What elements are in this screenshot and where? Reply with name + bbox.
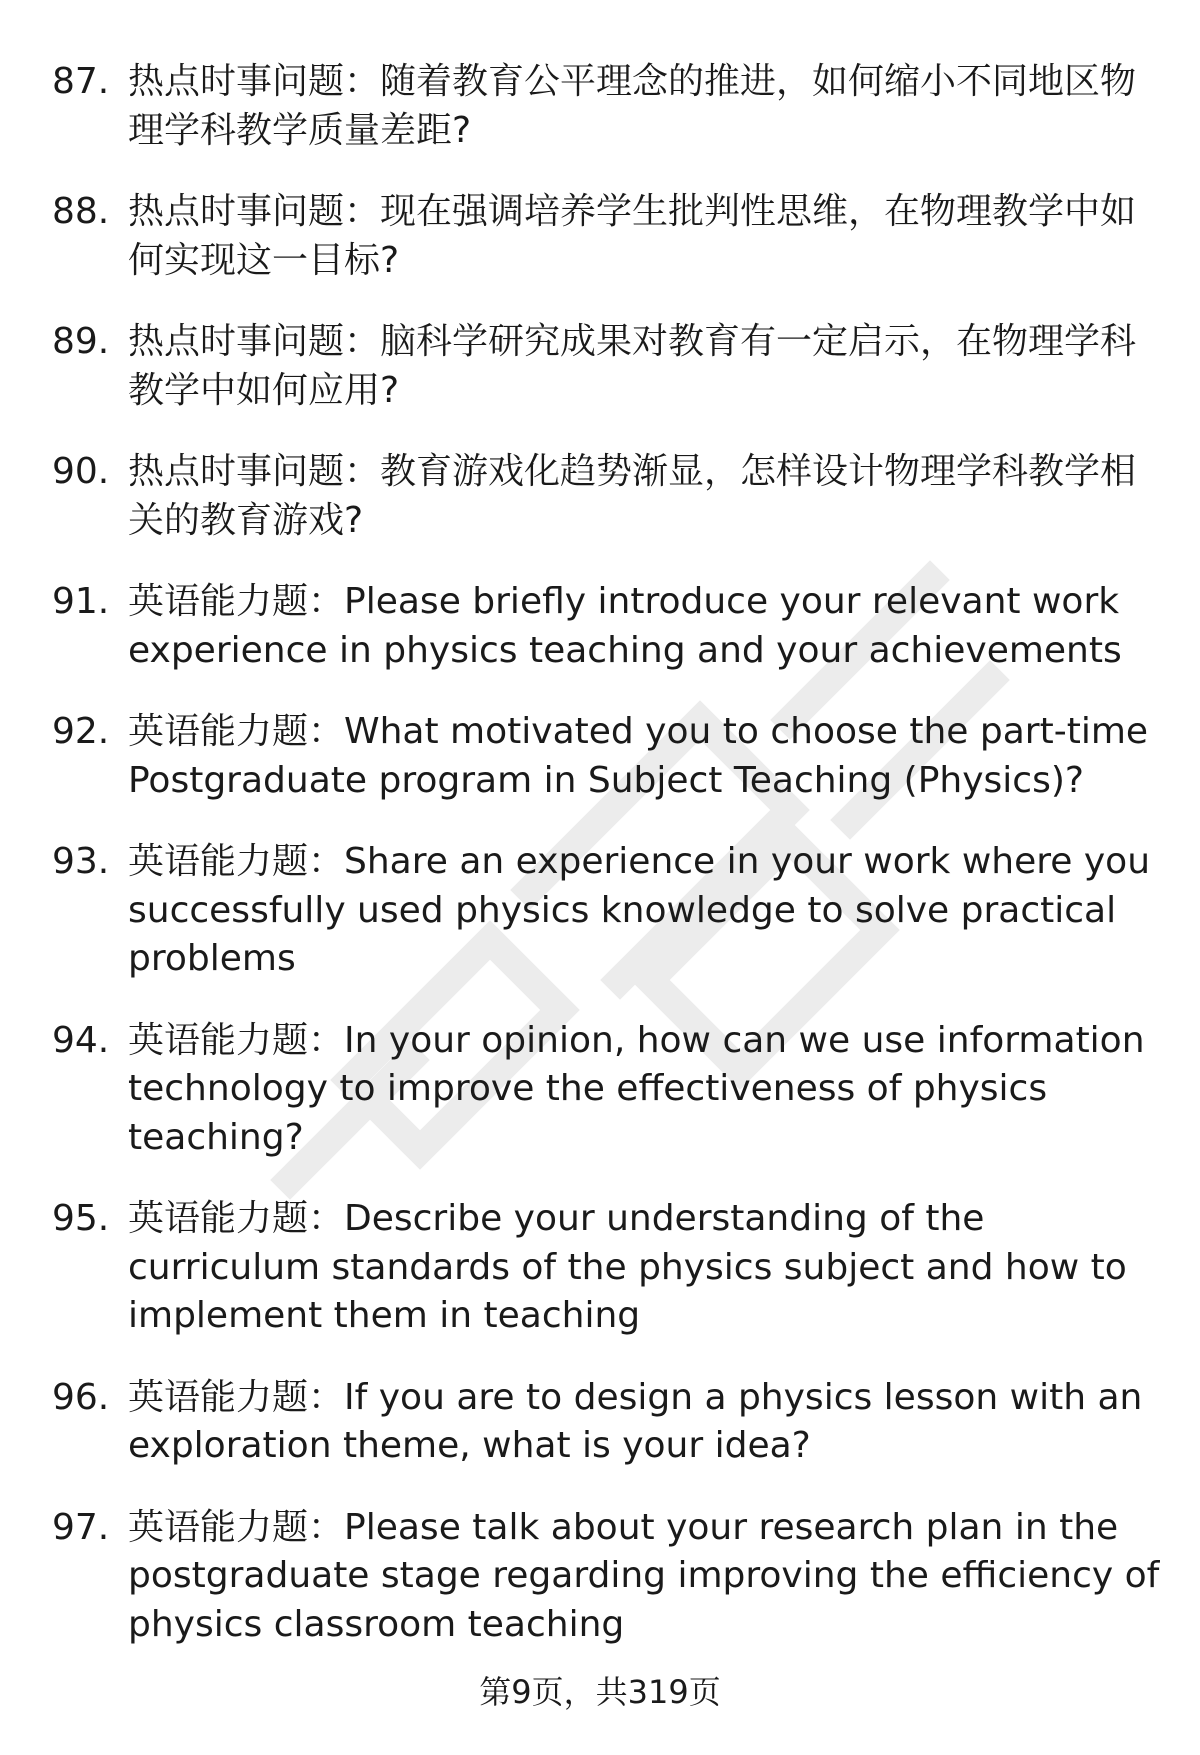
question-text <box>128 1504 1162 1650</box>
question-body: What motivated you to choose the part-time Postgraduate program in Subject Teaching (Physics)? <box>128 711 1149 801</box>
list-item <box>52 1374 1162 1471</box>
question-body: Please briefly introduce your relevant work experience in physics teaching and your achievements <box>128 581 1122 671</box>
list-item <box>52 708 1162 805</box>
question-category: 热点时事问题： <box>128 61 381 102</box>
question-text <box>128 318 1162 415</box>
question-body: 脑科学研究成果对教育有一定启示，在物理学科教学中如何应用? <box>128 321 1137 411</box>
question-number: 97. <box>52 1506 110 1548</box>
question-text <box>128 578 1162 675</box>
question-text <box>128 58 1162 155</box>
question-text <box>128 708 1162 805</box>
list-item <box>52 188 1162 285</box>
list-item <box>52 318 1162 415</box>
question-body: Please talk about your research plan in the postgraduate stage regarding improving the efficiency of physics classroom teaching <box>128 1506 1160 1645</box>
list-item <box>52 448 1162 545</box>
question-text <box>128 1374 1162 1471</box>
question-number: 90. <box>52 451 110 492</box>
question-category: 热点时事问题： <box>128 451 381 492</box>
question-category: 英语能力题： <box>128 1376 345 1418</box>
question-category: 英语能力题： <box>128 1506 345 1548</box>
question-text <box>128 838 1162 984</box>
question-number: 92. <box>52 711 110 752</box>
question-body: Describe your understanding of the curriculum standards of the physics subject and how to implement them in teaching <box>128 1198 1127 1336</box>
question-category: 英语能力题： <box>128 841 345 882</box>
question-number: 87. <box>52 61 110 102</box>
question-list <box>52 58 1162 1682</box>
question-category: 热点时事问题： <box>128 321 381 362</box>
question-category: 英语能力题： <box>128 711 345 752</box>
question-number: 89. <box>52 321 110 362</box>
list-item <box>52 1017 1162 1163</box>
question-text <box>128 188 1162 285</box>
question-text <box>128 1195 1162 1341</box>
question-number: 88. <box>52 191 110 232</box>
question-number: 91. <box>52 581 110 622</box>
list-item <box>52 58 1162 155</box>
question-number: 96. <box>52 1376 110 1418</box>
question-number: 93. <box>52 841 110 882</box>
question-category: 热点时事问题： <box>128 191 381 232</box>
question-body: 现在强调培养学生批判性思维，在物理教学中如何实现这一目标? <box>128 191 1137 281</box>
list-item <box>52 1504 1162 1650</box>
question-category: 英语能力题： <box>128 1019 345 1061</box>
list-item <box>52 838 1162 984</box>
question-text <box>128 448 1162 545</box>
question-body: If you are to design a physics lesson with an exploration theme, what is your idea? <box>128 1376 1143 1466</box>
list-item <box>52 1195 1162 1341</box>
question-body: Share an experience in your work where you successfully used physics knowledge to solve practical problems <box>128 841 1151 979</box>
question-number: 95. <box>52 1198 110 1239</box>
question-body: In your opinion, how can we use information technology to improve the effectiveness of physics teaching? <box>128 1019 1145 1158</box>
question-category: 英语能力题： <box>128 581 345 622</box>
question-body: 教育游戏化趋势渐显，怎样设计物理学科教学相关的教育游戏? <box>128 451 1137 541</box>
question-number: 94. <box>52 1019 110 1061</box>
list-item <box>52 578 1162 675</box>
question-body: 随着教育公平理念的推进，如何缩小不同地区物理学科教学质量差距? <box>128 61 1137 151</box>
page-indicator: 第9页，共319页 <box>479 1673 721 1711</box>
question-category: 英语能力题： <box>128 1198 345 1239</box>
question-text <box>128 1017 1162 1163</box>
